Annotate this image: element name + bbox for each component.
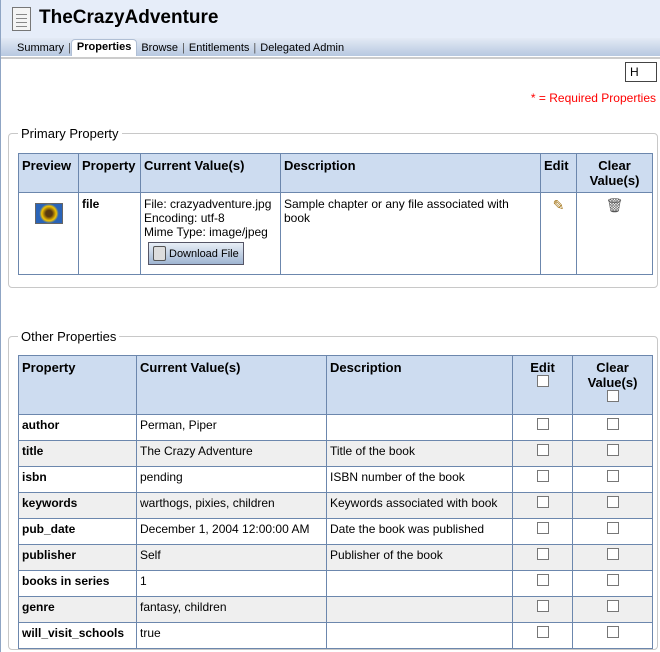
edit-cell: [513, 415, 573, 441]
col-description: Description: [281, 154, 541, 193]
page-title: TheCrazyAdventure: [39, 7, 219, 28]
property-name: title: [19, 441, 137, 467]
edit-cell: [513, 545, 573, 571]
other-properties-table: [18, 355, 653, 649]
download-label: Download File: [169, 247, 239, 260]
col-property: Property: [19, 356, 137, 415]
description: [327, 623, 513, 649]
property-name: file: [79, 193, 141, 275]
tab-browse[interactable]: Browse: [141, 42, 179, 54]
current-value: Self: [137, 545, 327, 571]
property-name: isbn: [19, 467, 137, 493]
description: Sample chapter or any file associated with book: [281, 193, 541, 275]
clear-checkbox[interactable]: [607, 496, 619, 508]
current-value: The Crazy Adventure: [137, 441, 327, 467]
clear-checkbox[interactable]: [607, 600, 619, 612]
description: [327, 571, 513, 597]
edit-checkbox[interactable]: [537, 626, 549, 638]
clear-cell: [573, 545, 653, 571]
clear-cell: [573, 623, 653, 649]
property-name: keywords: [19, 493, 137, 519]
document-icon: [12, 7, 31, 31]
col-description: Description: [327, 356, 513, 415]
edit-checkbox[interactable]: [537, 496, 549, 508]
edit-checkbox[interactable]: [537, 600, 549, 612]
clear-cell: [573, 415, 653, 441]
tab-separator: |: [68, 42, 71, 54]
description: Publisher of the book: [327, 545, 513, 571]
current-value: fantasy, children: [137, 597, 327, 623]
clear-checkbox[interactable]: [607, 626, 619, 638]
edit-checkbox[interactable]: [537, 418, 549, 430]
current-value: 1: [137, 571, 327, 597]
tab-summary[interactable]: Summary: [17, 42, 65, 54]
col-current-values: Current Value(s): [137, 356, 327, 415]
description: ISBN number of the book: [327, 467, 513, 493]
tab-entitlements[interactable]: Entitlements: [188, 42, 250, 54]
header: [1, 0, 660, 38]
property-name: genre: [19, 597, 137, 623]
table-row: [19, 545, 653, 571]
section-legend: Other Properties: [21, 329, 117, 344]
property-name: will_visit_schools: [19, 623, 137, 649]
edit-header-label: Edit: [530, 360, 555, 375]
table-row: [19, 597, 653, 623]
table-row: [19, 519, 653, 545]
clear-checkbox[interactable]: [607, 522, 619, 534]
property-name: pub_date: [19, 519, 137, 545]
clear-cell: [573, 441, 653, 467]
table-row: [19, 623, 653, 649]
tab-properties[interactable]: Properties: [71, 39, 137, 56]
edit-cell: [541, 193, 577, 275]
edit-checkbox[interactable]: [537, 444, 549, 456]
clear-all-checkbox[interactable]: [607, 390, 619, 402]
sunflower-thumbnail[interactable]: [35, 203, 63, 224]
current-value: pending: [137, 467, 327, 493]
clear-checkbox[interactable]: [607, 548, 619, 560]
description: Date the book was published: [327, 519, 513, 545]
clear-cell: [577, 193, 653, 275]
edit-cell: [513, 519, 573, 545]
encoding: Encoding: utf-8: [144, 211, 225, 225]
current-values: [141, 193, 281, 275]
edit-cell: [513, 571, 573, 597]
clear-checkbox[interactable]: [607, 444, 619, 456]
section-legend: Primary Property: [21, 126, 119, 141]
clear-cell: [573, 597, 653, 623]
clear-checkbox[interactable]: [607, 470, 619, 482]
edit-cell: [513, 441, 573, 467]
edit-cell: [513, 623, 573, 649]
edit-checkbox[interactable]: [537, 470, 549, 482]
property-name: author: [19, 415, 137, 441]
clear-checkbox[interactable]: [607, 574, 619, 586]
clear-checkbox[interactable]: [607, 418, 619, 430]
clear-cell: [573, 571, 653, 597]
edit-cell: [513, 467, 573, 493]
edit-checkbox[interactable]: [537, 548, 549, 560]
clear-cell: [573, 467, 653, 493]
description: Title of the book: [327, 441, 513, 467]
edit-cell: [513, 597, 573, 623]
disk-icon: [153, 246, 166, 261]
tab-separator: |: [182, 42, 185, 54]
edit-checkbox[interactable]: [537, 574, 549, 586]
tab-bar: [1, 38, 660, 56]
col-current-values: Current Value(s): [141, 154, 281, 193]
description: [327, 415, 513, 441]
current-value: December 1, 2004 12:00:00 AM: [137, 519, 327, 545]
table-row: [19, 467, 653, 493]
divider: [1, 57, 660, 59]
col-edit: [513, 356, 573, 415]
tab-delegated-admin[interactable]: Delegated Admin: [260, 42, 345, 54]
current-value: warthogs, pixies, children: [137, 493, 327, 519]
col-clear: Clear Value(s): [577, 154, 653, 193]
required-note: * = Required Properties: [530, 91, 656, 105]
tab-separator: |: [253, 42, 257, 54]
col-property: Property: [79, 154, 141, 193]
edit-checkbox[interactable]: [537, 522, 549, 534]
edit-icon[interactable]: ✎: [552, 197, 565, 213]
edit-all-checkbox[interactable]: [537, 375, 549, 387]
table-row: [19, 441, 653, 467]
mime-type: Mime Type: image/jpeg: [144, 225, 268, 239]
current-value: Perman, Piper: [137, 415, 327, 441]
current-value: true: [137, 623, 327, 649]
preview-cell: [19, 193, 79, 275]
file-name: File: crazyadventure.jpg: [144, 197, 272, 211]
description: [327, 597, 513, 623]
trash-icon[interactable]: 🗑: [605, 197, 624, 213]
edit-cell: [513, 493, 573, 519]
col-preview: Preview: [19, 154, 79, 193]
table-row: [19, 493, 653, 519]
clear-cell: [573, 493, 653, 519]
property-name: publisher: [19, 545, 137, 571]
property-name: books in series: [19, 571, 137, 597]
top-input[interactable]: H: [625, 62, 657, 82]
table-row: [19, 571, 653, 597]
col-edit: Edit: [541, 154, 577, 193]
primary-property-table: [18, 153, 653, 275]
clear-cell: [573, 519, 653, 545]
description: Keywords associated with book: [327, 493, 513, 519]
clear-header-label: Clear Value(s): [587, 360, 638, 390]
download-file-button[interactable]: [148, 242, 244, 265]
table-row: [19, 415, 653, 441]
col-clear: [573, 356, 653, 415]
